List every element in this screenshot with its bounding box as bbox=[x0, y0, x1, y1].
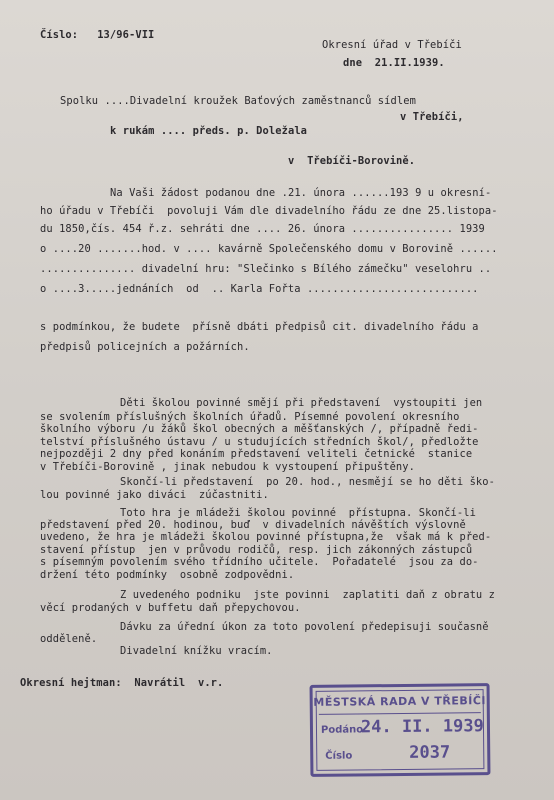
registry-stamp bbox=[310, 683, 491, 777]
text-line: Skončí-li představení po 20. hod., nesmějí se ho děti ško- bbox=[120, 476, 495, 488]
stamp-date: 24. II. 1939 bbox=[360, 716, 484, 738]
text-line: nejpozději 2 dny před konáním představení veliteli četnické stanice bbox=[40, 448, 473, 460]
text-line: Děti školou povinné smějí při představení vystoupiti jen bbox=[120, 397, 483, 409]
text-line: ............... divadelní hru: "Slečinko s Bílého zámečku" veselohru .. bbox=[40, 263, 492, 275]
text-line: školního výboru /u žáků škol obecných a měšťanských /, případně ředi- bbox=[40, 423, 479, 435]
text-line: du 1850,čís. 454 ř.z. sehráti dne .... 26. února ................ 1939 bbox=[40, 223, 485, 235]
text-line: k rukám .... předs. p. Doležala bbox=[110, 125, 308, 137]
text-line: lou povinné jako diváci zúčastniti. bbox=[40, 489, 269, 501]
text-line: Okresní úřad v Třebíči bbox=[322, 39, 462, 51]
text-line: představení před 20. hodinou, buď v divadelních návěštích výslovně bbox=[40, 519, 466, 531]
text-line: držení této podmínky osobně zodpovědni. bbox=[40, 569, 295, 581]
text-line: stavení přístup jen v průvodu rodičů, resp. jich zákonných zástupců bbox=[40, 544, 473, 556]
stamp-date-label: Podáno bbox=[320, 724, 364, 736]
text-line: o ....20 .......hod. v .... kavárně Společenského domu v Borovině ...... bbox=[40, 243, 498, 255]
text-line: Na Vaši žádost podanou dne .21. února ......193 9 u okresní- bbox=[110, 187, 492, 199]
stamp-number: 2037 bbox=[409, 742, 451, 763]
text-line: odděleně. bbox=[40, 633, 98, 645]
text-line: o ....3.....jednáních od .. Karla Fořta ........................... bbox=[40, 283, 479, 295]
text-line: Číslo: 13/96-VII bbox=[40, 29, 155, 41]
text-line: Dávku za úřední úkon za toto povolení předepisuji současně bbox=[120, 621, 489, 633]
text-line: předpisů policejních a požárních. bbox=[40, 341, 250, 353]
text-line: Toto hra je mládeži školou povinné přístupna. Skončí-li bbox=[120, 507, 476, 519]
stamp-number-label: Číslo bbox=[325, 750, 353, 762]
text-line: uvedeno, že hra je mládeži školou povinné přístupna,že však má k před- bbox=[40, 531, 492, 543]
text-line: věcí prodaných v buffetu daň přepychovou. bbox=[40, 602, 301, 614]
text-line: ho úřadu v Třebíči povoluji Vám dle divadelního řádu ze dne 25.listopa- bbox=[40, 205, 498, 217]
text-line: v Třebíči-Borovině. bbox=[288, 155, 416, 167]
text-line: s písemným povolením svého třídního učitele. Pořadatelé jsou za do- bbox=[40, 556, 479, 568]
text-line: Okresní hejtman: Navrátil v.r. bbox=[20, 677, 224, 689]
text-line: s podmínkou, že budete přísně dbáti předpisů cit. divadelního řádu a bbox=[40, 321, 479, 333]
text-line: dne 21.II.1939. bbox=[343, 57, 445, 69]
text-line: Spolku ....Divadelní kroužek Baťových zaměstnanců sídlem bbox=[60, 95, 416, 107]
text-line: telství příslušného ústavu / u studujících středních škol/, předložte bbox=[40, 436, 479, 448]
text-line: se svolením příslušných školních úřadů. Písemné povolení okresního bbox=[40, 411, 460, 423]
text-line: v Třebíči-Borovině , jinak nebudou k vystoupení připuštěny. bbox=[40, 461, 415, 473]
text-line: v Třebíči, bbox=[400, 111, 464, 123]
text-line: Z uvedeného podniku jste povinni zaplatiti daň z obratu z bbox=[120, 589, 495, 601]
stamp-title: MĚSTSKÁ RADA V TŘEBÍČI bbox=[313, 694, 487, 709]
text-line: Divadelní knížku vracím. bbox=[120, 645, 273, 657]
